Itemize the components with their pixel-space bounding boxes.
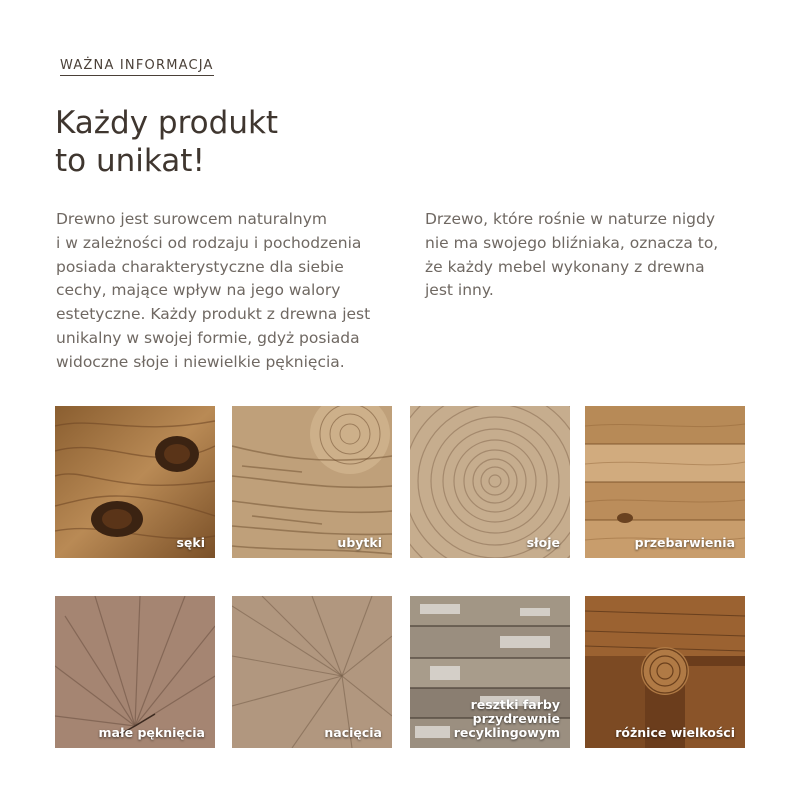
tile-label — [176, 536, 205, 550]
paragraph-line: Drzewo, które rośnie w naturze nigdy — [425, 210, 715, 228]
title-line: Każdy produkt — [55, 105, 279, 141]
paragraph-line: posiada charakterystyczne dla siebie — [56, 257, 344, 276]
tile-label — [635, 536, 735, 550]
paragraph-line: jest inny. — [425, 281, 494, 300]
paragraph-line: widoczne słoje i niewielkie pęknięcia. — [56, 352, 345, 371]
paragraph-line: cechy, mające wpływ na jego walory — [56, 281, 341, 300]
paragraph-line: i w zależności od rodzaju i pochodzenia — [56, 233, 362, 252]
tile-label-line: ubytki — [337, 535, 382, 550]
eyebrow-label: WAŻNA INFORMACJA — [60, 58, 214, 76]
page-title — [55, 104, 278, 180]
tile-small-cracks — [55, 596, 215, 748]
tile-label-line: małe pęknięcia — [98, 725, 205, 740]
tile-label — [454, 698, 560, 740]
tile-knots — [55, 406, 215, 558]
tile-label-line: recyklingowym — [453, 725, 560, 740]
paragraph-line: nie ma swojego bliźniaka, oznacza to, — [425, 233, 719, 252]
tile-rings — [410, 406, 570, 558]
tile-label-line: nacięcia — [324, 725, 382, 740]
tile-size-differences — [585, 596, 745, 748]
tile-label-line: sęki — [176, 535, 205, 550]
tile-label — [615, 726, 735, 740]
tile-label — [324, 726, 382, 740]
tile-label-line: różnice wielkości — [615, 725, 735, 740]
tile-label-line: słoje — [526, 535, 560, 550]
tile-paint-remnants — [410, 596, 570, 748]
paragraph-line: estetyczne. Każdy produkt z drewna jest — [56, 305, 371, 324]
tile-label-line: przydrewnie — [472, 711, 560, 726]
tile-label-line: przebarwienia — [634, 535, 735, 550]
tile-gaps — [232, 406, 392, 558]
paragraph-line: że każdy mebel wykonany z drewna — [425, 257, 705, 276]
paragraph-line: unikalny w swojej formie, gdyż posiada — [56, 328, 360, 347]
tile-cuts — [232, 596, 392, 748]
tile-discoloration — [585, 406, 745, 558]
intro-paragraph-left — [56, 208, 370, 375]
tile-label-line: resztki farby — [470, 697, 560, 712]
tile-label — [337, 536, 382, 550]
title-line: to unikat! — [55, 143, 205, 179]
tile-label — [527, 536, 560, 550]
tile-label — [99, 726, 205, 740]
intro-paragraph-right — [425, 208, 718, 303]
paragraph-line: Drewno jest surowcem naturalnym — [56, 210, 328, 228]
